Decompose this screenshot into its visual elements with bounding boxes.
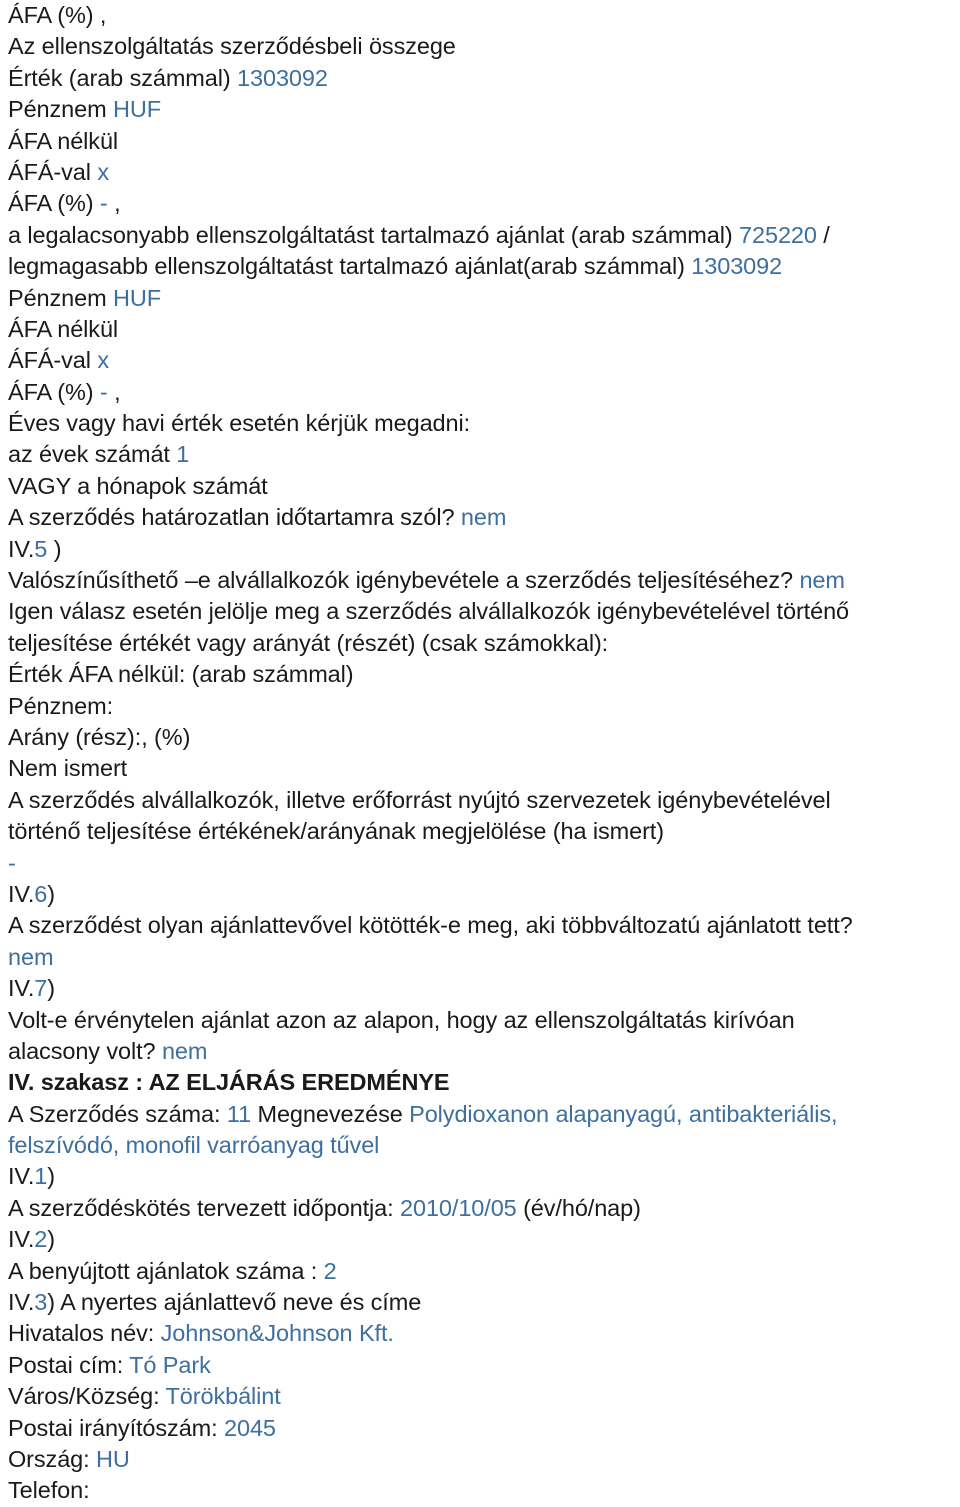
document-line	[8, 345, 960, 376]
field-label: A szerződés alvállalkozók, illetve erőforrást nyújtó szervezetek igénybevételével	[8, 786, 831, 813]
field-value: -	[8, 849, 16, 876]
field-value: nem	[460, 504, 507, 531]
document-line	[8, 848, 960, 879]
field-label: Igen válasz esetén jelölje meg a szerződés alvállalkozók igénybevételével történő	[8, 598, 850, 625]
field-value: 1	[34, 1163, 48, 1190]
field-value: 6	[34, 880, 48, 907]
field-value: -	[99, 378, 108, 405]
field-value: 7	[34, 975, 48, 1002]
field-value: 3	[34, 1289, 48, 1316]
field-value: Johnson&Johnson Kft.	[160, 1320, 394, 1347]
field-value: 2010/10/05	[400, 1194, 517, 1221]
document-line	[8, 565, 960, 596]
field-label: ÁFA nélkül	[8, 315, 119, 342]
field-label: Postai irányítószám:	[8, 1414, 225, 1441]
field-label: Pénznem	[8, 284, 114, 311]
field-label: Éves vagy havi érték esetén kérjük megadni:	[8, 410, 471, 437]
field-label: Hivatalos név:	[8, 1320, 161, 1347]
field-value: Törökbálint	[165, 1383, 281, 1410]
document-line	[8, 628, 960, 659]
document-line	[8, 408, 960, 439]
field-label: ,	[107, 190, 121, 217]
field-value: -	[99, 190, 108, 217]
field-label: IV.	[8, 535, 35, 562]
document-line	[8, 1224, 960, 1255]
field-label: IV.	[8, 975, 35, 1002]
document-line	[8, 314, 960, 345]
field-label: ÁFÁ-val	[8, 158, 98, 185]
field-label: )	[47, 535, 62, 562]
field-label: Érték ÁFA nélkül: (arab számmal)	[8, 661, 354, 688]
document-line	[8, 1475, 960, 1506]
document-line	[8, 188, 960, 219]
document-line	[8, 283, 960, 314]
field-value: HUF	[113, 284, 162, 311]
field-value: felszívódó, monofil varróanyag tűvel	[8, 1132, 380, 1159]
field-label: Pénznem	[8, 96, 114, 123]
document-line	[8, 879, 960, 910]
field-label: A szerződéskötés tervezett időpontja:	[8, 1194, 401, 1221]
field-label: IV.	[8, 1163, 35, 1190]
document-line	[8, 1099, 960, 1130]
document-line	[8, 439, 960, 470]
field-value: Tó Park	[129, 1351, 211, 1378]
field-value: 2	[34, 1226, 48, 1253]
document-line	[8, 31, 960, 62]
field-label: ÁFA (%) ,	[8, 2, 107, 28]
field-label: Valószínűsíthető –e alvállalkozók igénybevétele a szerződés teljesítéséhez?	[8, 567, 800, 594]
field-label: ) A nyertes ajánlattevő neve és címe	[47, 1289, 422, 1316]
field-label: Pénznem:	[8, 692, 114, 719]
field-label: IV.	[8, 1226, 35, 1253]
field-label: ÁFA (%)	[8, 378, 100, 405]
field-value: 11	[226, 1100, 252, 1127]
document-line	[8, 534, 960, 565]
field-label: (év/hó/nap)	[516, 1194, 641, 1221]
field-label: Ország:	[8, 1445, 97, 1472]
section-heading: IV. szakasz : AZ ELJÁRÁS EREDMÉNYE	[8, 1069, 450, 1096]
field-value: x	[97, 158, 109, 185]
field-label: )	[47, 880, 55, 907]
field-label: Megnevezése	[251, 1100, 410, 1127]
field-label: az évek számát	[8, 441, 177, 468]
field-value: HU	[96, 1445, 130, 1472]
field-value: 2	[323, 1257, 337, 1284]
document-line	[8, 942, 960, 973]
document-line	[8, 910, 960, 941]
field-label: A benyújtott ajánlatok száma :	[8, 1257, 324, 1284]
field-label: legmagasabb ellenszolgáltatást tartalmazó ajánlat(arab számmal)	[8, 253, 692, 280]
document-line	[8, 973, 960, 1004]
field-value: 1303092	[691, 253, 783, 280]
document-line	[8, 785, 960, 816]
field-label: Az ellenszolgáltatás szerződésbeli összege	[8, 33, 456, 60]
field-label: ÁFA (%)	[8, 190, 100, 217]
field-label: IV.	[8, 1289, 35, 1316]
document-body	[8, 0, 960, 1507]
document-line	[8, 377, 960, 408]
field-value: 1303092	[237, 64, 328, 91]
field-label: a legalacsonyabb ellenszolgáltatást tartalmazó ajánlat (arab számmal)	[8, 221, 740, 248]
field-value: 1	[176, 441, 190, 468]
field-label: ÁFA nélkül	[8, 127, 119, 154]
field-value: x	[97, 347, 109, 374]
field-label: Érték (arab számmal)	[8, 64, 238, 91]
document-line	[8, 220, 960, 251]
document-line	[8, 1413, 960, 1444]
document-line	[8, 471, 960, 502]
field-value: nem	[161, 1037, 208, 1064]
document-line	[8, 1005, 960, 1036]
field-label: Nem ismert	[8, 755, 128, 782]
field-value: 2045	[224, 1414, 276, 1441]
document-line	[8, 722, 960, 753]
field-value: nem	[8, 943, 54, 970]
document-line	[8, 816, 960, 847]
document-line	[8, 1256, 960, 1287]
field-label: Postai cím:	[8, 1351, 130, 1378]
field-label: Arány (rész):, (%)	[8, 723, 191, 750]
document-line	[8, 596, 960, 627]
document-line	[8, 63, 960, 94]
field-label: IV.	[8, 880, 35, 907]
field-value: 725220	[739, 221, 817, 248]
field-label: ÁFÁ-val	[8, 347, 98, 374]
document-line	[8, 691, 960, 722]
field-value: 5	[34, 535, 48, 562]
document-line	[8, 0, 960, 31]
document-line	[8, 1350, 960, 1381]
field-label: A szerződés határozatlan időtartamra szól?	[8, 504, 461, 531]
document-line	[8, 1067, 960, 1098]
field-label: történő teljesítése értékének/arányának megjelölése (ha ismert)	[8, 818, 664, 845]
document-line	[8, 126, 960, 157]
field-label: alacsony volt?	[8, 1037, 162, 1064]
document-line	[8, 1036, 960, 1067]
field-label: Volt-e érvénytelen ajánlat azon az alapon, hogy az ellenszolgáltatás kirívóan	[8, 1006, 795, 1033]
field-label: ,	[107, 378, 121, 405]
document-line	[8, 502, 960, 533]
field-label: A Szerződés száma:	[8, 1100, 227, 1127]
document-line	[8, 94, 960, 125]
field-value: HUF	[113, 96, 162, 123]
document-line	[8, 1287, 960, 1318]
document-line	[8, 659, 960, 690]
document-line	[8, 1444, 960, 1475]
field-label: teljesítése értékét vagy arányát (részét) (csak számokkal):	[8, 629, 609, 656]
field-label: )	[47, 1226, 55, 1253]
field-value: Polydioxanon alapanyagú, antibakteriális,	[409, 1100, 838, 1127]
field-label: A szerződést olyan ajánlattevővel kötötték-e meg, aki többváltozatú ajánlatott tett?	[8, 912, 853, 939]
document-line	[8, 1381, 960, 1412]
document-line	[8, 251, 960, 282]
field-label: /	[816, 221, 830, 248]
field-label: )	[47, 975, 55, 1002]
document-line	[8, 1161, 960, 1192]
field-label: Város/Község:	[8, 1383, 166, 1410]
field-label: Telefon:	[8, 1477, 90, 1504]
document-line	[8, 1318, 960, 1349]
document-line	[8, 1130, 960, 1161]
document-line	[8, 157, 960, 188]
document-line	[8, 753, 960, 784]
field-value: nem	[799, 567, 845, 594]
field-label: )	[47, 1163, 55, 1190]
document-line	[8, 1193, 960, 1224]
field-label: VAGY a hónapok számát	[8, 472, 268, 499]
